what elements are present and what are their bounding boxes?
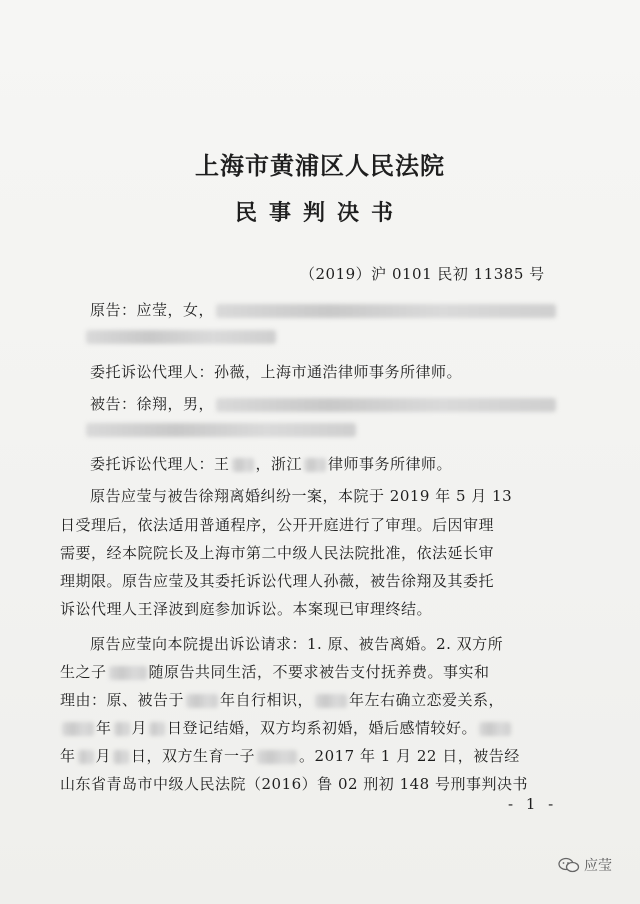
redacted-text [216, 304, 556, 318]
body-line: 理期限。原告应莹及其委托诉讼代理人孙薇，被告徐翔及其委托 [60, 572, 495, 590]
body-line: 山东省青岛市中级人民法院（2016）鲁 02 刑初 148 号刑事判决书 [60, 775, 528, 793]
body-text: 年 [60, 747, 76, 765]
plaintiff-line-2 [84, 327, 278, 345]
body-text: 年左右确立恋爱关系， [349, 691, 505, 709]
body-line: 需要，经本院院长及上海市第二中级人民法院批准，依法延长审 [60, 544, 495, 562]
defendant-line [90, 393, 558, 414]
redacted-text [109, 666, 147, 680]
body-text: 生之子 [60, 663, 107, 681]
plaintiff-text: 原告：应莹，女， [90, 301, 215, 319]
defendant-line-2 [84, 420, 358, 438]
body-text: 日登记结婚，双方均系初婚，婚后感情较好。 [167, 719, 478, 737]
court-name: 上海市黄浦区人民法院 [195, 151, 445, 180]
redacted-text [216, 398, 556, 412]
redacted-text [304, 458, 326, 472]
redacted-text [78, 750, 94, 764]
defendant-agent-text-2: 浙江 [271, 455, 303, 473]
redacted-text [149, 722, 165, 736]
redacted-text [114, 722, 130, 736]
defendant-agent-text: 委托诉讼代理人：王 [90, 455, 230, 473]
redacted-text [62, 722, 94, 736]
defendant-text: 被告：徐翔，男， [90, 395, 215, 413]
body-text: 年自行相识， [220, 691, 314, 709]
redacted-text [232, 458, 254, 472]
body-line [60, 689, 504, 710]
redacted-text [186, 694, 218, 708]
body-text: 月 [95, 747, 112, 765]
body-text: 随原告共同生活，不要求被告支付抚养费。事实和 [148, 663, 490, 681]
body-line: 日受理后，依法适用普通程序，公开开庭进行了审理。后因审理 [60, 516, 495, 534]
page-number: - 1 - [508, 795, 558, 813]
redacted-text [113, 750, 129, 764]
body-text: 月 [131, 719, 148, 737]
body-line: 原告应莹向本院提出诉讼请求：1. 原、被告离婚。2. 双方所 [90, 635, 504, 653]
redacted-text [86, 423, 356, 437]
body-line: 原告应莹与被告徐翔离婚纠纷一案，本院于 2019 年 5 月 13 [90, 487, 513, 505]
body-text: 。2017 年 1 月 22 日，被告经 [299, 747, 520, 765]
case-number: （2019）沪 0101 民初 11385 号 [300, 265, 545, 283]
redacted-text [257, 750, 297, 764]
watermark [558, 855, 612, 875]
defendant-agent-line: 委托诉讼代理人：王 ，浙江 律师事务所律师。 [90, 455, 453, 473]
redacted-text [479, 722, 511, 736]
body-text: 年 [96, 719, 112, 737]
defendant-agent-text-3: 律师事务所律师。 [328, 455, 453, 473]
body-line [60, 745, 520, 766]
plaintiff-line [90, 299, 558, 320]
redacted-text [86, 330, 276, 344]
body-text: 日，双方生育一子 [131, 747, 256, 765]
body-text: 理由：原、被告于 [60, 691, 185, 709]
redacted-text [315, 694, 347, 708]
body-line [60, 661, 490, 682]
watermark-text: 应莹 [584, 858, 612, 874]
body-line: 诉讼代理人王泽波到庭参加诉讼。本案现已审理终结。 [60, 600, 433, 618]
body-line [60, 717, 513, 738]
document-type: 民事判决书 [234, 200, 405, 226]
wechat-icon [558, 857, 580, 873]
plaintiff-agent-line: 委托诉讼代理人：孙薇，上海市通浩律师事务所律师。 [90, 363, 463, 381]
